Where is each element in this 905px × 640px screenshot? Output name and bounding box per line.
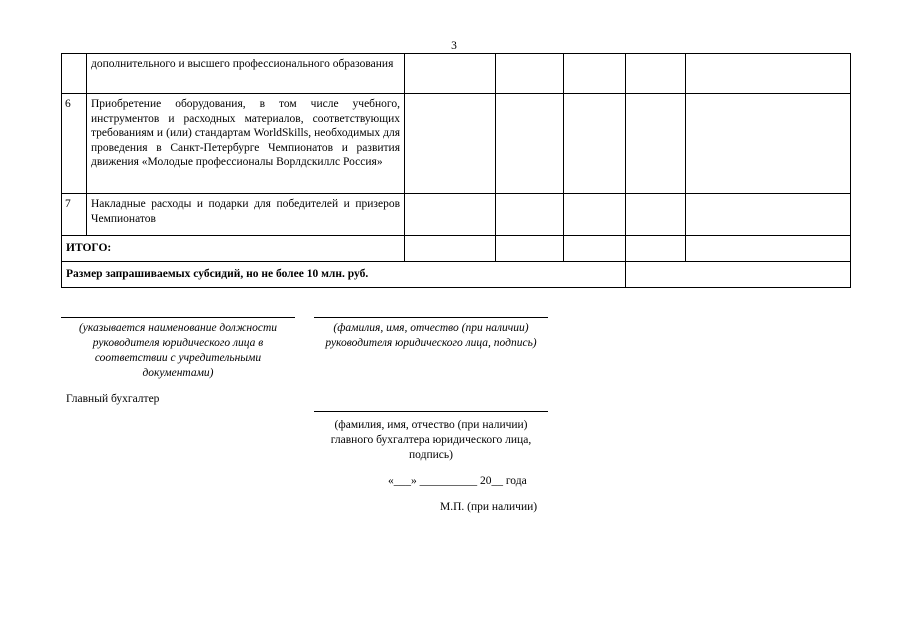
table-cell — [405, 54, 496, 94]
total-label: ИТОГО: — [62, 236, 405, 262]
table-cell — [686, 54, 851, 94]
table-cell — [564, 54, 626, 94]
total-row — [62, 236, 851, 262]
table-cell — [686, 94, 851, 194]
head-position-line — [61, 317, 295, 318]
table-cell — [626, 194, 686, 236]
row-number: 6 — [62, 94, 87, 194]
accountant-name-caption: (фамилия, имя, отчество (при наличии) главного бухгалтера юридического лица, подпись) — [330, 419, 532, 461]
table-cell — [564, 236, 626, 262]
accountant-name-line — [314, 411, 548, 412]
table-cell — [496, 54, 564, 94]
stamp-label: М.П. (при наличии) — [440, 501, 538, 513]
table-row — [62, 54, 851, 94]
row-description: дополнительного и высшего профессионального образования — [87, 54, 405, 94]
row-number — [62, 54, 87, 94]
page-number: 3 — [451, 40, 457, 52]
table-cell — [626, 54, 686, 94]
row-description: Накладные расходы и подарки для победителей и призеров Чемпионатов — [87, 194, 405, 236]
head-position-caption: (указывается наименование должности руководителя юридического лица в соответствии с учредительными документами) — [78, 322, 278, 379]
table-cell — [405, 194, 496, 236]
head-name-line — [314, 317, 548, 318]
table-cell — [686, 236, 851, 262]
row-number: 7 — [62, 194, 87, 236]
table-cell — [564, 94, 626, 194]
subsidy-value-cell — [626, 262, 851, 288]
chief-accountant-label: Главный бухгалтер — [66, 393, 160, 405]
table-cell — [626, 94, 686, 194]
table-cell — [496, 94, 564, 194]
table-cell — [626, 236, 686, 262]
subsidy-label: Размер запрашиваемых субсидий, но не более 10 млн. руб. — [62, 262, 626, 288]
table-row — [62, 94, 851, 194]
table-cell — [564, 194, 626, 236]
table-cell — [405, 236, 496, 262]
table-cell — [496, 236, 564, 262]
date-line: «___» __________ 20__ года — [388, 475, 527, 487]
table-cell — [686, 194, 851, 236]
table-row — [62, 194, 851, 236]
head-name-caption: (фамилия, имя, отчество (при наличии) руководителя юридического лица, подпись) — [325, 322, 537, 349]
row-description: Приобретение оборудования, в том числе учебного, инструментов и расходных материалов, соответствующих требованиям и (или) стандартам WorldSkills, необходимых для проведения в Санкт-Петербурге Чемпионатов и развития движения «Молодые профессионалы Ворлдскиллс Россия» — [87, 94, 405, 194]
table-cell — [496, 194, 564, 236]
table-cell — [405, 94, 496, 194]
budget-table — [61, 53, 851, 288]
subsidy-row — [62, 262, 851, 288]
